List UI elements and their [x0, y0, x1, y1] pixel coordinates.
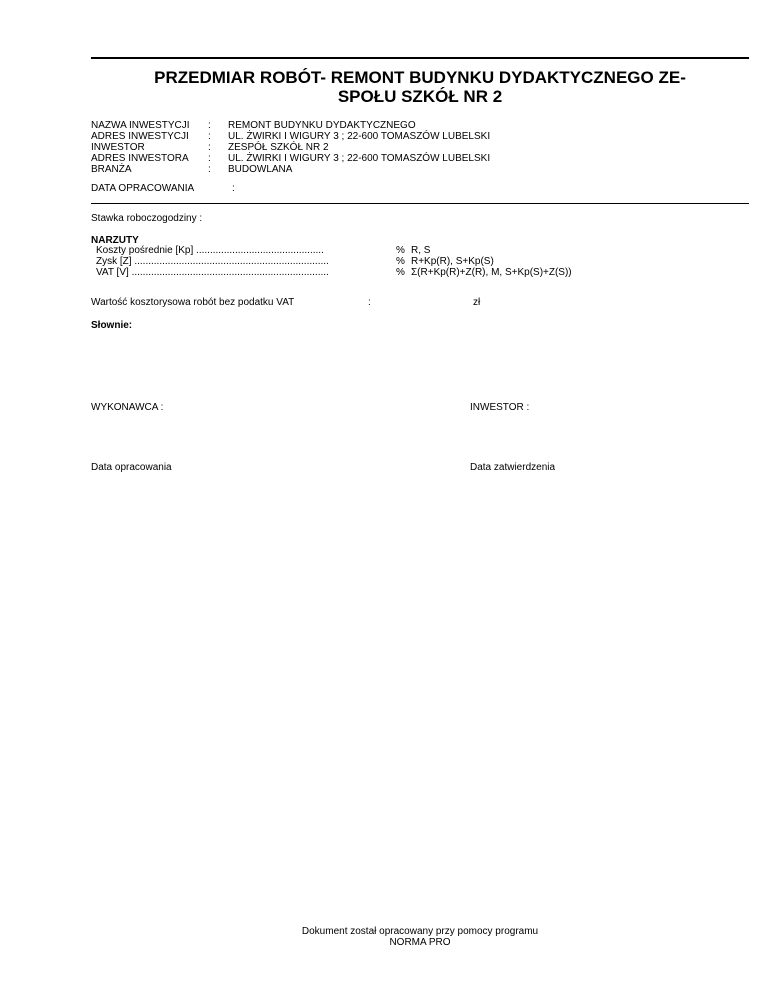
- narzut-kp-pct: %: [396, 245, 405, 256]
- narzut-vat-label: VAT [V] .......................................................................: [96, 267, 329, 278]
- narzut-kp-basis: R, S: [411, 245, 431, 256]
- info-sep-inwestor: :: [208, 142, 211, 153]
- info-value-inwestor: ZESPÓŁ SZKÓŁ NR 2: [228, 142, 329, 153]
- narzut-vat-basis: Σ(R+Kp(R)+Z(R), M, S+Kp(S)+Z(S)): [411, 267, 572, 278]
- date-label: DATA OPRACOWANIA: [91, 183, 195, 194]
- narzuty-header: NARZUTY: [91, 235, 139, 246]
- info-label-adres-inwestycji: ADRES INWESTYCJI: [91, 131, 189, 142]
- title-line-2: SPOŁU SZKÓŁ NR 2: [337, 87, 503, 106]
- data-zatwierdzenia-label: Data zatwierdzenia: [470, 462, 556, 473]
- info-sep-nazwa: :: [208, 120, 211, 131]
- footer: [0, 926, 768, 948]
- section-divider: [91, 203, 749, 204]
- info-value-adres-inwestycji: UL. ŻWIRKI I WIGURY 3 ; 22-600 TOMASZÓW LUBELSKI: [228, 131, 491, 142]
- data-opracowania-label: Data opracowania: [91, 462, 172, 473]
- stawka-label: Stawka roboczogodziny :: [91, 213, 203, 224]
- title-line-1: PRZEDMIAR ROBÓT- REMONT BUDYNKU DYDAKTYCZNEGO ZE-: [154, 68, 686, 87]
- footer-line-2: NORMA PRO: [389, 937, 451, 948]
- inwestor-label: INWESTOR :: [470, 402, 530, 413]
- info-label-branza: BRANŻA: [91, 164, 132, 175]
- info-label-inwestor: INWESTOR: [91, 142, 145, 153]
- info-value-branza: BUDOWLANA: [228, 164, 293, 175]
- info-label-nazwa: NAZWA INWESTYCJI: [91, 120, 190, 131]
- info-sep-branza: :: [208, 164, 211, 175]
- info-value-adres-inwestora: UL. ŻWIRKI I WIGURY 3 ; 22-600 TOMASZÓW LUBELSKI: [228, 153, 491, 164]
- date-sep: :: [232, 183, 235, 194]
- narzut-z-pct: %: [396, 256, 405, 267]
- wartosc-label: Wartość kosztorysowa robót bez podatku VAT: [91, 297, 295, 308]
- narzut-z-basis: R+Kp(R), S+Kp(S): [411, 256, 494, 267]
- info-sep-adres-inwestora: :: [208, 153, 211, 164]
- info-value-nazwa: REMONT BUDYNKU DYDAKTYCZNEGO: [228, 120, 416, 131]
- wartosc-unit: zł: [473, 297, 481, 308]
- wartosc-sep: :: [368, 297, 371, 308]
- top-rule: [91, 57, 749, 59]
- info-sep-adres-inwestycji: :: [208, 131, 211, 142]
- page-title: [91, 68, 749, 106]
- narzut-z-label: Zysk [Z] ......................................................................: [96, 256, 329, 267]
- slownie-label: Słownie:: [91, 320, 133, 331]
- wykonawca-label: WYKONAWCA :: [91, 402, 164, 413]
- narzut-kp-label: Koszty pośrednie [Kp] ..............................................: [96, 245, 324, 256]
- footer-line-1: Dokument został opracowany przy pomocy programu: [301, 926, 539, 937]
- info-label-adres-inwestora: ADRES INWESTORA: [91, 153, 189, 164]
- narzut-vat-pct: %: [396, 267, 405, 278]
